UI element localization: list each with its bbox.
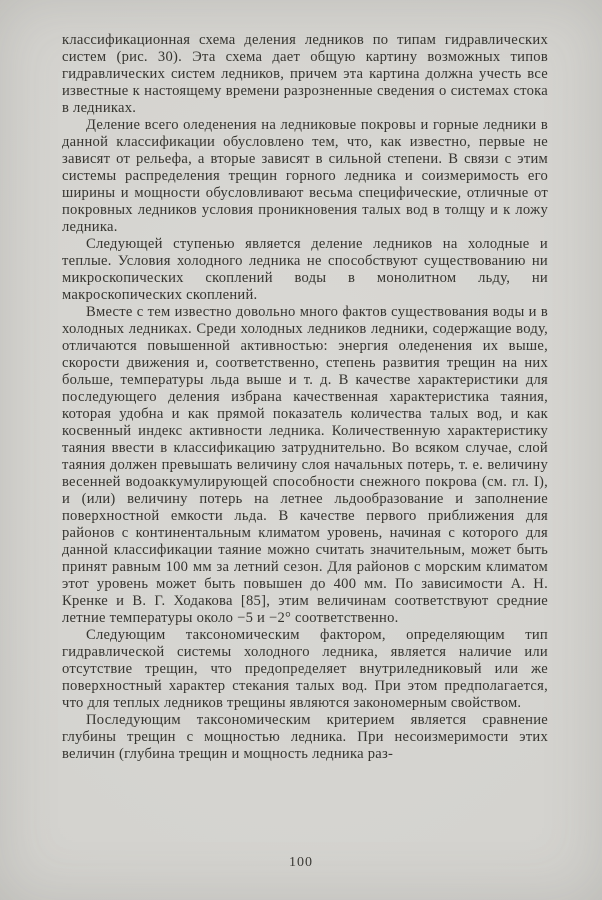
body-text <box>62 32 548 763</box>
paragraph: Следующей ступенью является деление ледников на холодные и теплые. Условия холодного ледника не способствуют существованию ни микроскопических скоплений воды в монолитном льду, ни макроскопических скоплений. <box>62 236 548 303</box>
paragraph: Деление всего оледенения на ледниковые покровы и горные ледники в данной классификации обусловлено тем, что, как известно, первые не зависят от рельефа, а вторые зависят в сильной степени. В связи с этим системы распределения трещин горного ледника и соизмеримость его ширины и мощности обусловливают весьма специфические, отличные от покровных ледников условия проникновения талых вод в толщу и к ложу ледника. <box>62 117 548 235</box>
paragraph: Вместе с тем известно довольно много фактов существования воды и в холодных ледниках. Среди холодных ледников ледники, содержащие воду, отличаются повышенной активностью: энергия оледенения их выше, скорости движения и, соответственно, степень развития трещин на них больше, температуры льда выше и т. д. В качестве характеристики для последующего деления избрана качественная характеристика таяния, которая удобна и как прямой показатель количества талых вод, и как косвенный индекс активности ледника. Количественную характеристику таяния ввести в классификацию затруднительно. Во всяком случае, слой таяния должен превышать величину слоя начальных потерь, т. е. величину весенней водоаккумулирующей способности снежного покрова (см. гл. I), и (или) величину потерь на летнее льдообразование и заполнение поверхностной емкости льда. В качестве первого приближения для районов с континентальным климатом уровень, начиная с которого для данной классификации таяние можно считать значительным, может быть принят равным 100 мм за летний сезон. Для районов с морским климатом этот уровень может быть повышен до 400 мм. По зависимости А. Н. Кренке и В. Г. Ходакова [85], этим величинам соответствуют средние летние температуры около −5 и −2° соответственно. <box>62 304 548 626</box>
paragraph: Последующим таксономическим критерием является сравнение глубины трещин с мощностью ледника. При несоизмеримости этих величин (глубина трещин и мощность ледника раз- <box>62 712 548 762</box>
page-number: 100 <box>289 855 313 870</box>
paragraph: Следующим таксономическим фактором, определяющим тип гидравлической системы холодного ледника, является наличие или отсутствие трещин, что предопределяет внутриледниковый или же поверхностный характер стекания талых вод. При этом предполагается, что для теплых ледников трещины являются закономерным свойством. <box>62 627 548 711</box>
paragraph: классификационная схема деления ледников по типам гидравлических систем (рис. 30). Эта схема дает общую картину возможных типов гидравлических систем ледников, причем эта картина должна учесть все известные к настоящему времени разрозненные сведения о системах стока в ледниках. <box>62 32 548 116</box>
